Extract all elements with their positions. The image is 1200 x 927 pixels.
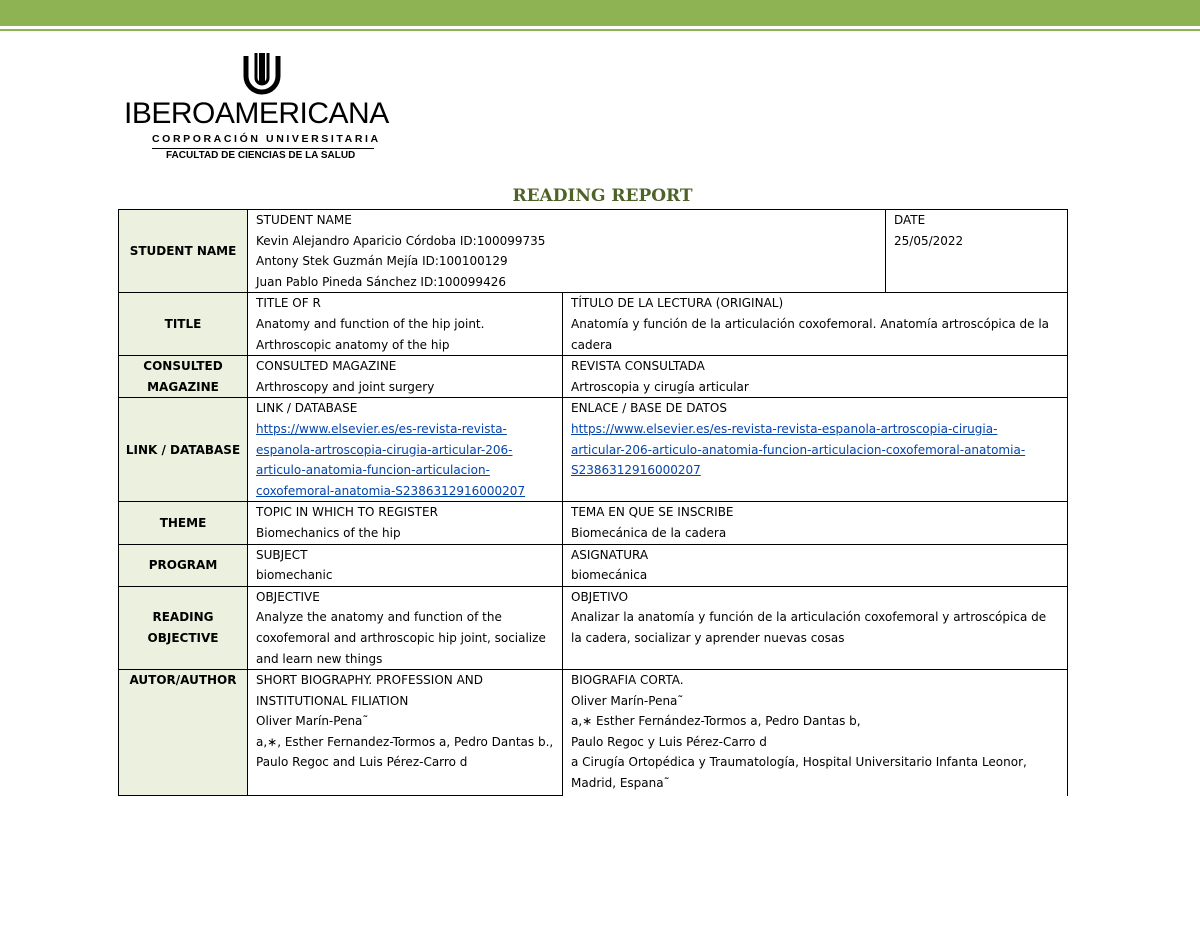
link-es-heading: ENLACE / BASE DE DATOS	[571, 401, 727, 416]
magazine-es-text: Artroscopia y cirugía articular	[571, 379, 749, 394]
author-es-cell	[563, 670, 1068, 796]
program-es-text: biomecánica	[571, 568, 648, 583]
link-en-heading: LINK / DATABASE	[256, 401, 358, 416]
title-en-line: Arthroscopic anatomy of the hip	[256, 337, 450, 352]
magazine-es-heading: REVISTA CONSULTADA	[571, 359, 705, 374]
link-es-url-line[interactable]: articular-206-articulo-anatomia-funcion-articulacion-coxofemoral-anatomia-	[571, 442, 1026, 457]
theme-es-heading: TEMA EN QUE SE INSCRIBE	[571, 505, 734, 520]
author-es-line: a,∗ Esther Fernández-Tormos a, Pedro Dantas b,	[571, 714, 861, 729]
title-es-text: Anatomía y función de la articulación coxofemoral. Anatomía artroscópica de la cadera	[571, 316, 1050, 352]
link-en-url-line[interactable]: espanola-artroscopia-cirugia-articular-206-	[256, 442, 513, 457]
theme-es-cell	[563, 502, 1068, 544]
student-names-heading: STUDENT NAME	[256, 213, 352, 227]
magazine-en-heading: CONSULTED MAGAZINE	[256, 359, 397, 374]
label-title: TITLE	[119, 293, 248, 356]
logo-faculty: FACULTAD DE CIENCIAS DE LA SALUD	[166, 150, 356, 161]
theme-es-text: Biomecánica de la cadera	[571, 525, 727, 540]
author-en-line: Paulo Regoc and Luis Pérez-Carro d	[256, 755, 468, 770]
table-row-objective	[119, 586, 1068, 669]
author-es-line: Oliver Marín-Pena˜	[571, 693, 684, 708]
link-en-cell	[248, 398, 563, 502]
student-names-cell	[248, 210, 886, 293]
logo-subtitle: CORPORACIÓN UNIVERSITARIA	[152, 133, 381, 145]
label-theme: THEME	[119, 502, 248, 544]
author-es-line: a Cirugía Ortopédica y Traumatología, Hospital Universitario Infanta Leonor,	[571, 755, 1027, 770]
magazine-en-cell	[248, 356, 563, 398]
title-en-heading: TITLE OF R	[256, 296, 321, 311]
link-en-url-line[interactable]: https://www.elsevier.es/es-revista-revista-	[256, 421, 507, 436]
author-es-line: Madrid, Espana˜	[571, 776, 670, 791]
author-en-line: Oliver Marín-Pena˜	[256, 714, 369, 729]
title-en-cell	[248, 293, 563, 356]
date-value: 25/05/2022	[894, 233, 964, 248]
magazine-en-text: Arthroscopy and joint surgery	[256, 379, 435, 394]
link-es-cell	[563, 398, 1068, 502]
table-row-theme	[119, 502, 1068, 544]
logo-name: IBEROAMERICANA	[124, 97, 389, 130]
date-cell	[886, 210, 1068, 293]
table-row-author	[119, 670, 1068, 796]
theme-en-text: Biomechanics of the hip	[256, 525, 401, 540]
program-en-text: biomechanic	[256, 568, 333, 583]
table-row-student	[119, 210, 1068, 293]
link-es-url-line[interactable]: S2386312916000207	[571, 463, 701, 478]
label-link-database: LINK / DATABASE	[119, 398, 248, 502]
theme-en-cell	[248, 502, 563, 544]
program-es-cell	[563, 544, 1068, 586]
theme-en-heading: TOPIC IN WHICH TO REGISTER	[256, 505, 438, 520]
label-reading-objective: READING OBJECTIVE	[119, 586, 248, 669]
table-row-program	[119, 544, 1068, 586]
link-en-url-line[interactable]: coxofemoral-anatomia-S2386312916000207	[256, 483, 526, 498]
author-en-cell	[248, 670, 563, 796]
program-es-heading: ASIGNATURA	[571, 547, 649, 562]
objective-es-text: Analizar la anatomía y función de la articulación coxofemoral y artroscópica de la cadera, socializar y aprender nuevas cosas	[571, 610, 1047, 645]
student-name: Juan Pablo Pineda Sánchez ID:100099426	[256, 274, 506, 289]
report-title: READING REPORT	[512, 186, 693, 206]
objective-es-cell	[563, 586, 1068, 669]
header-accent-bar	[0, 0, 1200, 26]
table-row-magazine	[119, 356, 1068, 398]
title-es-cell	[563, 293, 1068, 356]
label-author: AUTOR/AUTHOR	[119, 670, 248, 796]
author-en-line: a,∗, Esther Fernandez-Tormos a, Pedro Dantas b.,	[256, 734, 554, 749]
label-consulted-magazine: CONSULTED MAGAZINE	[119, 356, 248, 398]
table-row-title	[119, 293, 1068, 356]
university-logo	[124, 52, 404, 164]
label-program: PROGRAM	[119, 544, 248, 586]
program-en-heading: SUBJECT	[256, 547, 308, 562]
table-row-link	[119, 398, 1068, 502]
magazine-es-cell	[563, 356, 1068, 398]
link-en-url-line[interactable]: articulo-anatomia-funcion-articulacion-	[256, 463, 490, 478]
header-accent-line	[0, 29, 1200, 31]
objective-en-cell	[248, 586, 563, 669]
author-es-line: Paulo Regoc y Luis Pérez-Carro d	[571, 734, 767, 749]
university-u-logo-icon	[242, 52, 282, 96]
author-en-heading: SHORT BIOGRAPHY. PROFESSION AND INSTITUTIONAL FILIATION	[256, 673, 483, 708]
title-en-line: Anatomy and function of the hip joint.	[256, 316, 485, 331]
student-name: Kevin Alejandro Aparicio Córdoba ID:100099735	[256, 233, 546, 248]
student-name: Antony Stek Guzmán Mejía ID:100100129	[256, 254, 508, 269]
label-student-name: STUDENT NAME	[119, 210, 248, 293]
objective-en-text: Analyze the anatomy and function of the coxofemoral and arthroscopic hip joint, socialize and learn new things	[256, 610, 546, 666]
title-es-heading: TÍTULO DE LA LECTURA (ORIGINAL)	[571, 296, 784, 311]
link-es-url-line[interactable]: https://www.elsevier.es/es-revista-revista-espanola-artroscopia-cirugia-	[571, 421, 998, 436]
objective-es-heading: OBJETIVO	[571, 589, 629, 604]
reading-report-table	[118, 209, 1068, 796]
author-es-heading: BIOGRAFIA CORTA.	[571, 673, 684, 688]
objective-en-heading: OBJECTIVE	[256, 589, 320, 604]
program-en-cell	[248, 544, 563, 586]
date-heading: DATE	[894, 213, 926, 227]
